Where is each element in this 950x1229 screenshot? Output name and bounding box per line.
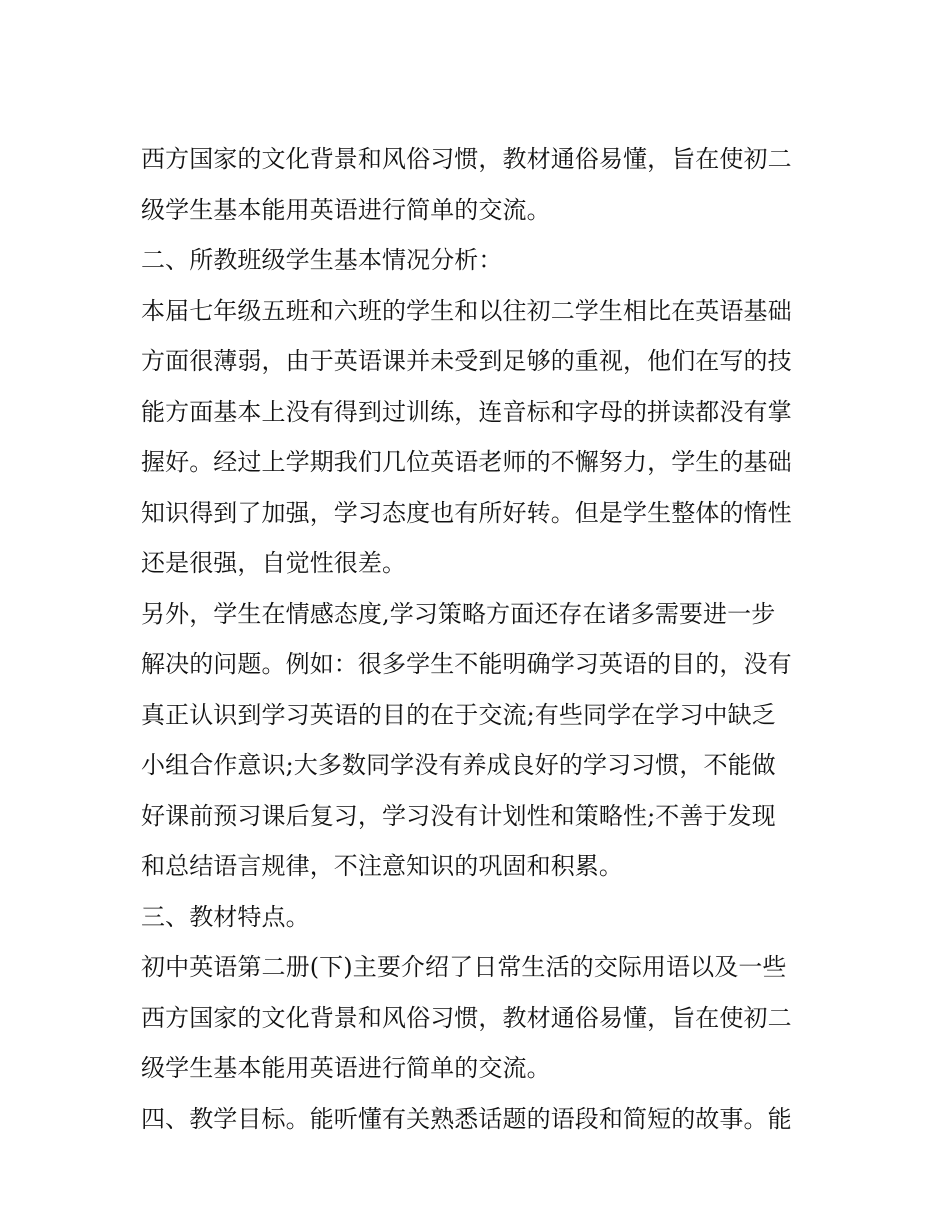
text-line: 方面很薄弱，由于英语课并未受到足够的重视，他们在写的技 <box>141 347 792 375</box>
text-line: 级学生基本能用英语进行简单的交流。 <box>141 1054 551 1082</box>
text-line: 解决的问题。例如：很多学生不能明确学习英语的目的，没有 <box>141 650 792 678</box>
text-line: 握好。经过上学期我们几位英语老师的不懈努力，学生的基础 <box>141 448 792 476</box>
text-line: 小组合作意识;大多数同学没有养成良好的学习习惯，不能做 <box>141 751 776 779</box>
section-heading: 三、教材特点。 <box>141 902 310 931</box>
document-body <box>141 134 821 1144</box>
text-line: 另外，学生在情感态度,学习策略方面还存在诸多需要进一步 <box>141 599 776 628</box>
text-line: 西方国家的文化背景和风俗习惯，教材通俗易懂，旨在使初二 <box>141 145 792 173</box>
text-line: 能方面基本上没有得到过训练，连音标和字母的拼读都没有掌 <box>141 397 792 426</box>
text-line: 好课前预习课后复习，学习没有计划性和策略性;不善于发现 <box>141 801 776 830</box>
section-heading: 二、所教班级学生基本情况分析： <box>141 246 503 274</box>
section-heading: 四、教学目标。能听懂有关熟悉话题的语段和简短的故事。能 <box>141 1104 792 1133</box>
text-line: 真正认识到学习英语的目的在于交流;有些同学在学习中缺乏 <box>141 700 776 729</box>
text-line: 级学生基本能用英语进行简单的交流。 <box>141 195 551 224</box>
text-line: 知识得到了加强，学习态度也有所好转。但是学生整体的惰性 <box>141 498 792 527</box>
text-line: 本届七年级五班和六班的学生和以往初二学生相比在英语基础 <box>141 296 792 325</box>
text-line: 还是很强，自觉性很差。 <box>141 549 407 577</box>
text-line: 和总结语言规律，不注意知识的巩固和积累。 <box>141 852 623 880</box>
text-line: 西方国家的文化背景和风俗习惯，教材通俗易懂，旨在使初二 <box>141 1003 792 1032</box>
text-line: 初中英语第二册(下)主要介绍了日常生活的交际用语以及一些 <box>141 953 787 981</box>
